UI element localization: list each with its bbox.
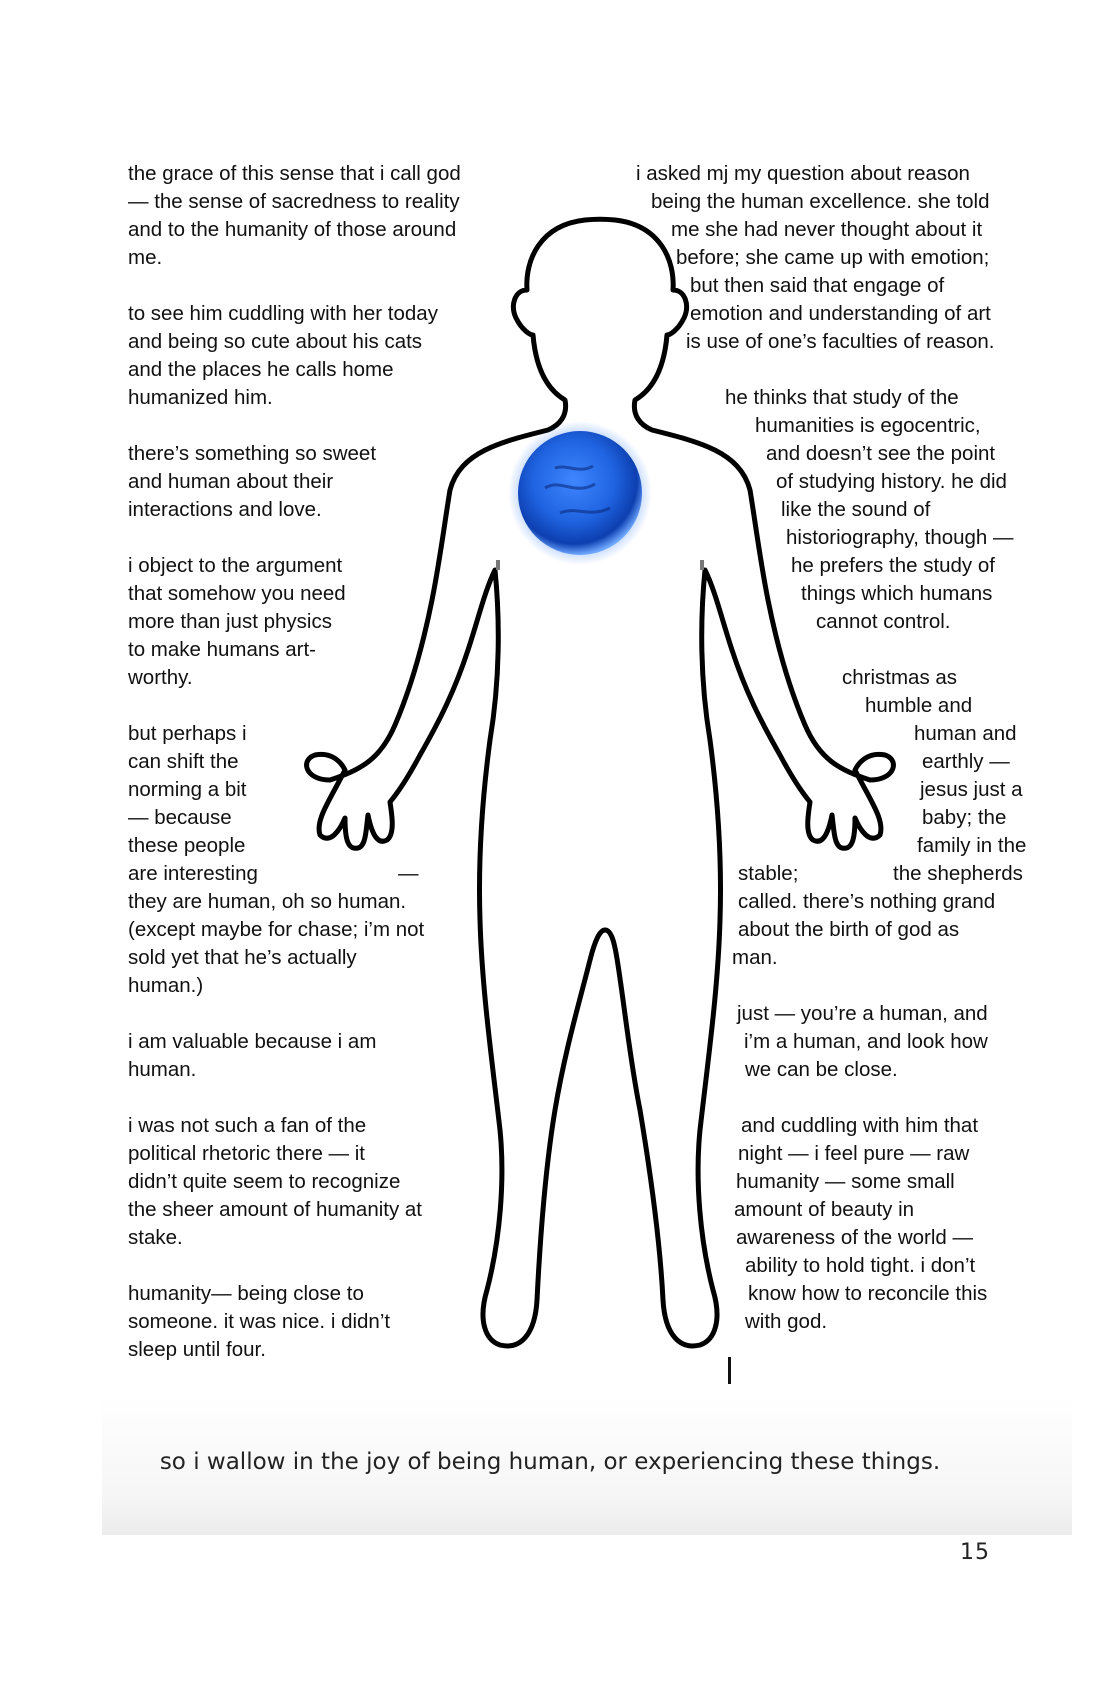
- left_column-line: can shift the: [128, 750, 239, 773]
- right_column-line: christmas as: [842, 666, 958, 689]
- left_column-line: i am valuable because i am: [128, 1030, 377, 1053]
- right_column-line: like the sound of: [781, 498, 931, 521]
- right_column-line: i’m a human, and look how: [744, 1030, 988, 1053]
- right_column-line: being the human excellence. she told: [651, 190, 990, 213]
- left_column-line: — because: [128, 806, 232, 829]
- left_column-line: and human about their: [128, 470, 334, 493]
- left_column-line: human.): [128, 974, 204, 997]
- right_column-line: the shepherds: [893, 862, 1023, 885]
- left_column-line: political rhetoric there — it: [128, 1142, 365, 1165]
- right_column-line: family in the: [917, 834, 1027, 857]
- right_column-line: with god.: [745, 1310, 828, 1333]
- right_column-line: man.: [732, 946, 778, 969]
- left_column-line: and being so cute about his cats: [128, 330, 423, 353]
- left_column-line: the grace of this sense that i call god: [128, 162, 461, 185]
- right_column-line: of studying history. he did: [776, 470, 1007, 493]
- right_column-line: historiography, though —: [786, 526, 1014, 549]
- right_column-line: and doesn’t see the point: [766, 442, 996, 465]
- right_column-line: emotion and understanding of art: [690, 302, 991, 325]
- left_column-line: didn’t quite seem to recognize: [128, 1170, 401, 1193]
- right_column-line: and cuddling with him that: [741, 1114, 979, 1137]
- left_column-line: humanity— being close to: [128, 1282, 364, 1305]
- left_column-line: these people: [128, 834, 246, 857]
- left_column-line: and to the humanity of those around: [128, 218, 457, 241]
- text-cursor: [728, 1357, 731, 1384]
- right_column-line: humanities is egocentric,: [755, 414, 981, 437]
- right_column-line: he prefers the study of: [791, 554, 995, 577]
- left_column-line: but perhaps i: [128, 722, 247, 745]
- left_column-line: sleep until four.: [128, 1338, 266, 1361]
- right_column-line: humble and: [865, 694, 973, 717]
- right_column-line: he thinks that study of the: [725, 386, 959, 409]
- closing-line: so i wallow in the joy of being human, or experiencing these things.: [159, 1449, 941, 1475]
- right_column-line: ability to hold tight. i don’t: [745, 1254, 976, 1277]
- left_column-line: and the places he calls home: [128, 358, 394, 381]
- right_column-line: is use of one’s faculties of reason.: [686, 330, 995, 353]
- page-number: 15: [960, 1540, 990, 1565]
- right_column-line: things which humans: [801, 582, 993, 605]
- right_column-line: stable;: [738, 862, 799, 885]
- right_column-line: called. there’s nothing grand: [738, 890, 996, 913]
- left_column-line: the sheer amount of humanity at: [128, 1198, 423, 1221]
- left_column-line: i was not such a fan of the: [128, 1114, 367, 1137]
- left_column-line: sold yet that he’s actually: [128, 946, 357, 969]
- right_column-line: earthly —: [922, 750, 1010, 773]
- left_column-line: someone. it was nice. i didn’t: [128, 1310, 391, 1333]
- left_column-line: they are human, oh so human.: [128, 890, 407, 913]
- left_column-line: human.: [128, 1058, 197, 1081]
- right_column-line: human and: [914, 722, 1017, 745]
- right_column-line: night — i feel pure — raw: [738, 1142, 970, 1165]
- left_column-line: (except maybe for chase; i’m not: [128, 918, 425, 941]
- right_column-line: cannot control.: [816, 610, 951, 633]
- right_column-line: i asked mj my question about reason: [636, 162, 970, 185]
- right_column-line: amount of beauty in: [734, 1198, 915, 1221]
- left_column-line: interactions and love.: [128, 498, 322, 521]
- right_column-line: before; she came up with emotion;: [676, 246, 990, 269]
- right_column-line: just — you’re a human, and: [737, 1002, 988, 1025]
- right_column-line: humanity — some small: [736, 1170, 955, 1193]
- left_column-line: stake.: [128, 1226, 183, 1249]
- left_column-line: worthy.: [128, 666, 193, 689]
- right_column-line: jesus just a: [920, 778, 1023, 801]
- right_column-line: awareness of the world —: [736, 1226, 974, 1249]
- right_column-line: me she had never thought about it: [671, 218, 983, 241]
- left_column-line: there’s something so sweet: [128, 442, 377, 465]
- left_column-line: to make humans art-: [128, 638, 316, 661]
- left_column-line: that somehow you need: [128, 582, 346, 605]
- left_column-line: norming a bit: [128, 778, 247, 801]
- left_column-line: me.: [128, 246, 163, 269]
- left_column-line: are interesting: [128, 862, 258, 885]
- right_column-line: but then said that engage of: [690, 274, 945, 297]
- right_column-line: about the birth of god as: [738, 918, 960, 941]
- right_column-line: know how to reconcile this: [748, 1282, 988, 1305]
- right_column-line: baby; the: [922, 806, 1007, 829]
- right_column-line: we can be close.: [745, 1058, 898, 1081]
- left_column-line: —: [398, 862, 419, 885]
- left_column-line: — the sense of sacredness to reality: [128, 190, 460, 213]
- left_column-line: more than just physics: [128, 610, 332, 633]
- left_column-line: to see him cuddling with her today: [128, 302, 438, 325]
- left_column-line: humanized him.: [128, 386, 273, 409]
- left_column-line: i object to the argument: [128, 554, 343, 577]
